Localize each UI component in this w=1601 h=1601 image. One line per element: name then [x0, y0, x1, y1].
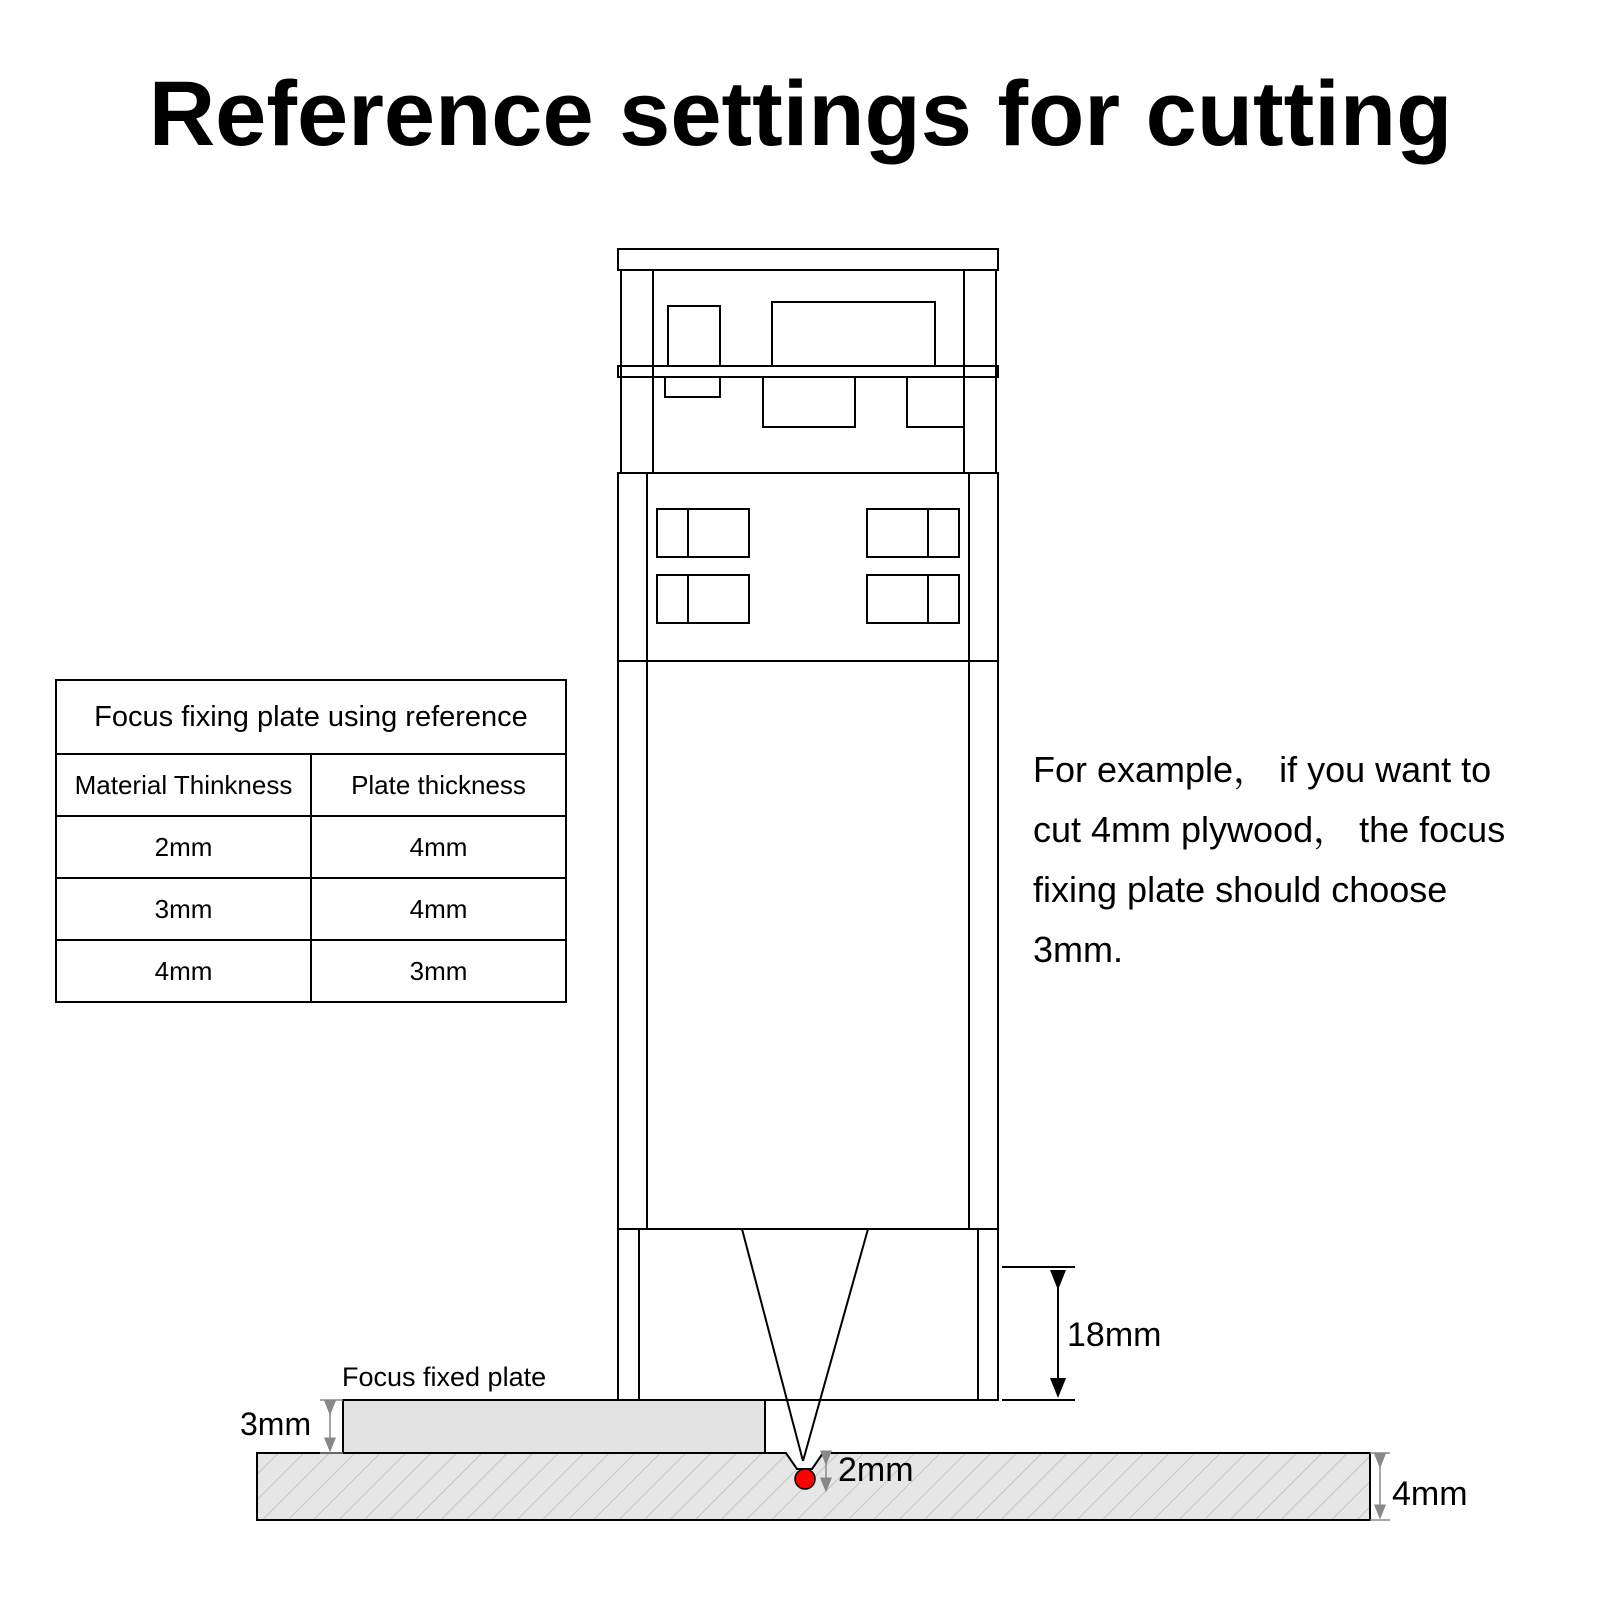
- laser-beam: [803, 1229, 868, 1461]
- mid-plate: [618, 366, 998, 377]
- vent-slot: [657, 575, 749, 623]
- laser-head: [618, 249, 998, 1461]
- label-3mm: 3mm: [240, 1406, 312, 1442]
- nozzle-section: [618, 1229, 998, 1400]
- table-cell: 2mm: [56, 816, 311, 878]
- material-board: [257, 1453, 1370, 1520]
- label-18mm: 18mm: [1067, 1316, 1162, 1354]
- upper-section: [621, 270, 996, 473]
- upper-component: [668, 306, 720, 366]
- lower-component: [763, 377, 855, 427]
- label-2mm: 2mm: [838, 1451, 914, 1489]
- table-cell: 3mm: [56, 878, 311, 940]
- table-cell: 3mm: [311, 940, 566, 1002]
- table-cell: 4mm: [311, 816, 566, 878]
- vent-slot: [867, 509, 959, 557]
- page-title: Reference settings for cutting: [148, 63, 1453, 165]
- header-material-thickness: Material Thinkness: [56, 754, 311, 816]
- body-section: [618, 661, 998, 1229]
- label-focus-fixed-plate: Focus fixed plate: [342, 1362, 547, 1392]
- table-caption: Focus fixing plate using reference: [56, 680, 566, 754]
- top-cap: [618, 249, 998, 270]
- header-plate-thickness: Plate thickness: [311, 754, 566, 816]
- lower-component: [907, 377, 964, 427]
- focus-fixed-plate: [343, 1400, 765, 1453]
- table-cell: 4mm: [311, 878, 566, 940]
- vent-slot: [657, 509, 749, 557]
- upper-component: [772, 302, 935, 366]
- vent-section: [618, 473, 998, 661]
- vent-slot: [867, 575, 959, 623]
- label-4mm: 4mm: [1392, 1475, 1468, 1513]
- lower-component: [665, 377, 720, 397]
- table-cell: 4mm: [56, 940, 311, 1002]
- focus-point: [795, 1469, 815, 1489]
- example-description: For example， if you want to cut 4mm plywood， the focus fixing plate should choose 3mm.: [1033, 749, 1506, 970]
